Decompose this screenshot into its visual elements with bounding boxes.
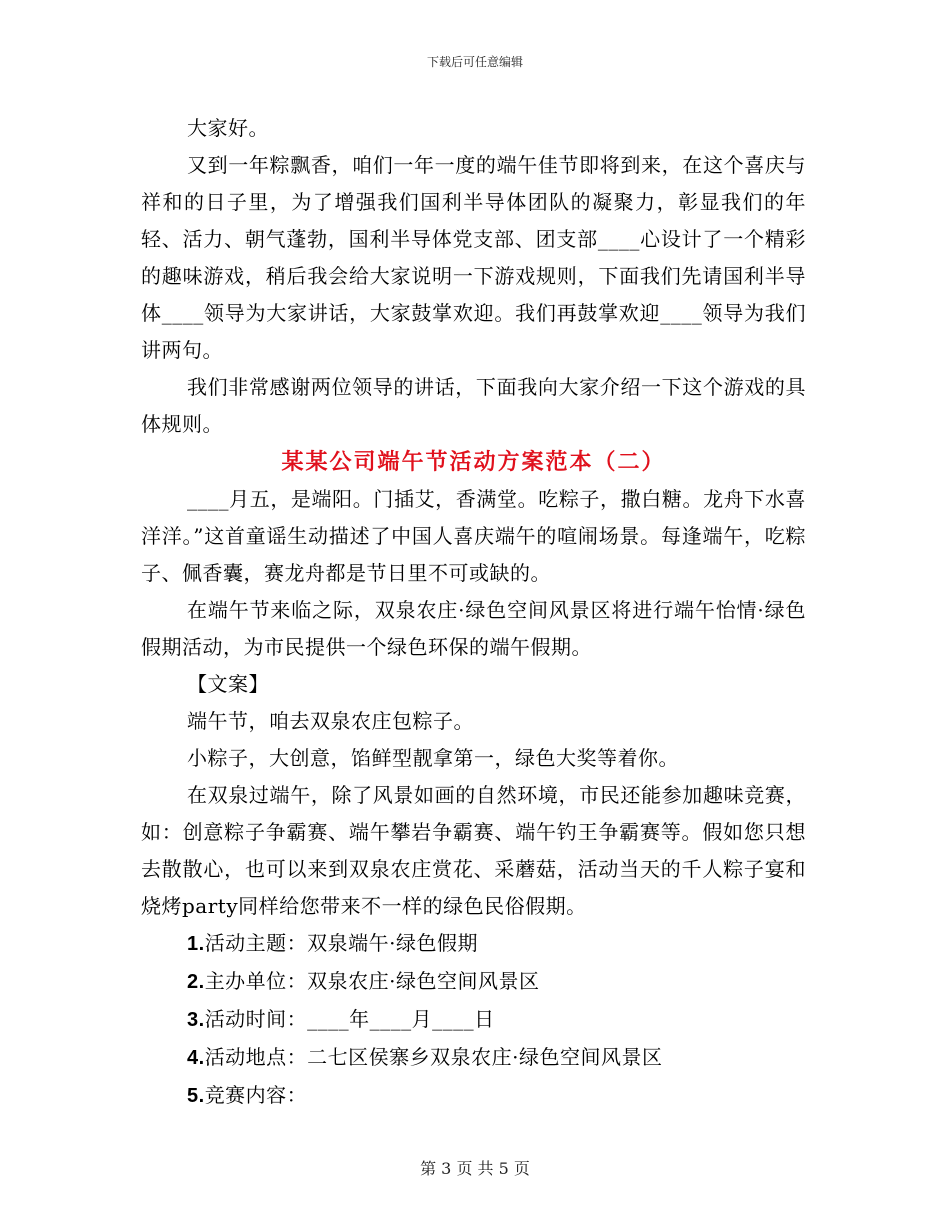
copy-line-1: 端午节，咱去双泉农庄包粽子。 [187,709,474,733]
document-body [141,110,806,1115]
list-item-contest [141,1077,806,1115]
list-item-theme [141,925,806,963]
list-text: 活动主题：双泉端午·绿色假期 [204,931,479,955]
page-footer: 第 3 页 共 5 页 [420,1159,530,1178]
list-number: 4. [187,1047,205,1069]
list-number: 3. [187,1009,205,1031]
list-number: 5. [187,1085,205,1107]
activities-paragraph: 在双泉过端午，除了风景如画的自然环境，市民还能参加趣味竞赛，如：创意粽子争霸赛、端午攀岩争霸赛、端午钓王争霸赛等。假如您只想去散散心，也可以来到双泉农庄赏花、采蘑菇，活动当天的千人粽子宴和烧烤party同样给您带来不一样的绿色民俗假期。 [141,783,806,918]
intro-paragraph: 又到一年粽飘香，咱们一年一度的端午佳节即将到来，在这个喜庆与祥和的日子里，为了增强我们国利半导体团队的凝聚力，彰显我们的年轻、活力、朝气蓬勃，国利半导体党支部、团支部____心设计了一个精彩的趣味游戏，稍后我会给大家说明一下游戏规则，下面我们先请国利半导体____领导为大家讲话，大家鼓掌欢迎。我们再鼓掌欢迎____领导为我们讲两句。 [141,153,806,362]
copy-heading: 【文案】 [187,672,269,696]
list-item-time [141,1001,806,1039]
greeting-paragraph: 大家好。 [187,116,269,140]
list-item-organizer [141,963,806,1001]
section-title: 某某公司端午节活动方案范本（二） [281,449,666,475]
list-item-location [141,1039,806,1077]
list-number: 2. [187,971,205,993]
page-header: 下载后可任意编辑 [426,55,523,69]
list-text: 活动时间：____年____月____日 [204,1007,495,1031]
copy-line-2: 小粽子，大创意，馅鲜型靓拿第一，绿色大奖等着你。 [187,746,679,770]
list-text: 主办单位：双泉农庄·绿色空间风景区 [204,969,540,993]
list-text: 竞赛内容： [204,1083,308,1107]
event-paragraph: 在端午节来临之际，双泉农庄·绿色空间风景区将进行端午怡情·绿色假期活动，为市民提供一个绿色环保的端午假期。 [141,598,806,659]
list-number: 1. [187,933,205,955]
rhyme-paragraph: ____月五，是端阳。门插艾，香满堂。吃粽子，撒白糖。龙舟下水喜洋洋。”这首童谣生动描述了中国人喜庆端午的喧闹场景。每逢端午，吃粽子、佩香囊，赛龙舟都是节日里不可或缺的。 [141,487,806,585]
thanks-paragraph: 我们非常感谢两位领导的讲话，下面我向大家介绍一下这个游戏的具体规则。 [141,375,806,436]
list-text: 活动地点：二七区侯寨乡双泉农庄·绿色空间风景区 [204,1045,663,1069]
